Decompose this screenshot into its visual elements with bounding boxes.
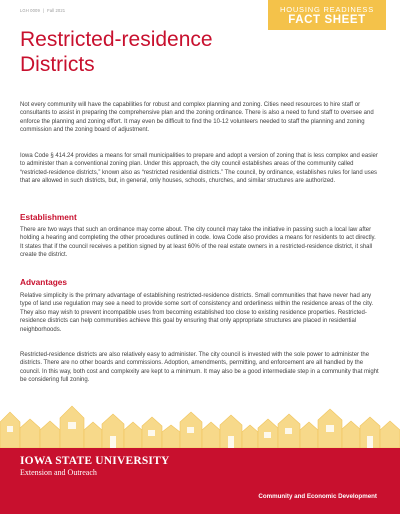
university-name: IOWA STATE UNIVERSITY — [20, 455, 170, 467]
university-unit: Extension and Outreach — [20, 468, 97, 477]
house-icon — [20, 419, 40, 448]
paragraph-text: Iowa Code § 414.24 provides a means for small municipalities to prepare and adopt a version of zoning that is less complex and easier to administer than a conventional zoning plan. Under this approach, the city council establishes areas of the community called “restricted-residence districts,” known also as “restricted residential districts.” The council, by ordinance, establishes rules for land uses that are allowed in such districts, but, in general, only houses, schools, churches, and similar structures are authorized. — [20, 153, 378, 185]
paragraph-text: Restricted-residence districts are also relatively easy to administer. The city council is invested with the sole power to administer the districts. There are no other boards and commissions. Adoption, amendments, permitting, and enforcement are all handled by the council. In this way, both cost and complexity are kept to a minimum. It may also be a good intermediate step in a community that might be considering full zoning. — [20, 352, 379, 384]
advantages-paragraph-1 — [20, 292, 380, 334]
house-icon — [342, 421, 360, 448]
meta-separator: | — [42, 8, 45, 13]
paragraph-text: Not every community will have the capabilities for robust and complex planning and zoning. Cities need resources to hire staff or consultants to assist in preparing the comprehensive plan and the zoning ordinance. There is also a need to fund staff to oversee and enforce the planning and zoning effort. It may even be difficult to find the 10-12 volunteers needed to staff the planning and zoning commission and the zoning board of adjustment. — [20, 102, 374, 134]
window-icon — [68, 422, 76, 429]
section-heading-advantages: Advantages — [20, 277, 68, 287]
window-icon — [7, 426, 13, 432]
publication-meta — [20, 8, 65, 13]
university-logo — [20, 455, 169, 478]
page-title — [20, 27, 213, 77]
house-icon — [124, 422, 142, 448]
establishment-paragraph — [20, 226, 380, 260]
window-icon — [326, 425, 334, 432]
house-icon — [84, 422, 102, 448]
door-icon — [110, 436, 116, 448]
house-icon — [202, 422, 220, 448]
house-icon — [242, 425, 258, 448]
window-icon — [285, 428, 292, 434]
window-icon — [187, 427, 194, 433]
section-heading-establishment: Establishment — [20, 212, 77, 222]
series-tag — [268, 0, 386, 30]
house-icon — [40, 421, 60, 448]
publication-date: Fall 2021 — [47, 8, 66, 13]
house-icon — [380, 421, 400, 448]
house-icon — [300, 422, 318, 448]
program-name: Community and Economic Development — [258, 493, 377, 500]
window-icon — [148, 430, 155, 436]
window-icon — [264, 432, 271, 438]
intro-paragraph-1 — [20, 101, 380, 135]
intro-paragraph-2 — [20, 152, 380, 186]
door-icon — [367, 436, 373, 448]
paragraph-text: There are two ways that such an ordinance may come about. The city council may take the initiative in passing such a local law after holding a hearing and completing the other procedures outlined in code. Iowa Code also provides a means for residents to act directly. It states that if the council receives a petition signed by at least 60% of the real estate owners in a restricted-residence district, it shall create the district. — [20, 227, 376, 259]
page-title-line2: Districts — [20, 53, 95, 76]
door-icon — [228, 436, 234, 448]
paragraph-text: Relative simplicity is the primary advantage of establishing restricted-residence districts. Small communities that have never had any type of land use regulation may see a need to provide some sort of consistency and orderliness within the residence areas of the city. They also may wish to prevent incompatible uses from becoming established too close to existing residence properties. Restricted-residence districts can help communities achieve this goal by ensuring that only appropriate structures are placed in residential neighborhoods. — [20, 293, 374, 333]
page-title-line1: Restricted-residence — [20, 28, 213, 51]
advantages-paragraph-2 — [20, 351, 380, 385]
series-tag-line2: FACT SHEET — [288, 14, 366, 26]
house-skyline-illustration — [0, 400, 400, 448]
house-icon — [162, 425, 180, 448]
publication-code: LGH 0009 — [20, 8, 40, 13]
series-tag-line1: HOUSING READINESS — [279, 5, 375, 14]
